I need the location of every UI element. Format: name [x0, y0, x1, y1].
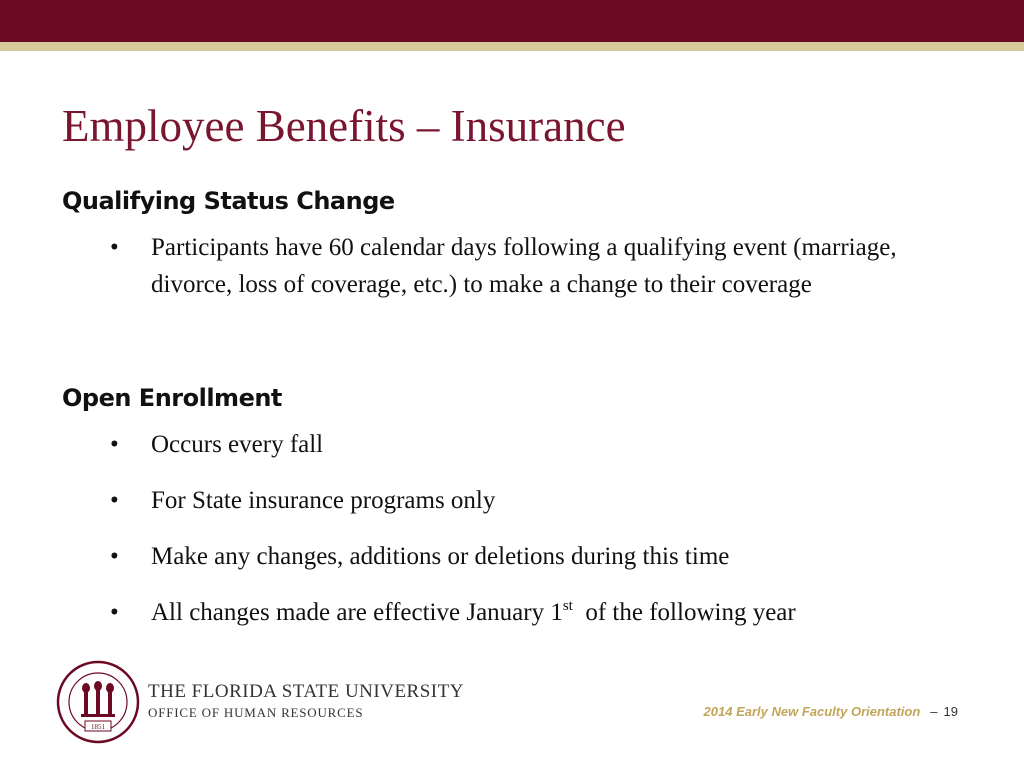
bullet-text: For State insurance programs only [151, 487, 496, 514]
header-bar [0, 0, 1024, 42]
section-heading-open-enrollment: Open Enrollment [62, 384, 282, 412]
bullet-text [151, 599, 796, 626]
bullet-icon: • [110, 234, 119, 261]
bullet-icon: • [110, 543, 119, 570]
qualifying-status-bullet-list [110, 229, 970, 303]
seal-year: 1851 [91, 723, 105, 731]
open-enrollment-bullet-list [110, 426, 970, 650]
footer-event-name: 2014 Early New Faculty Orientation [703, 704, 921, 719]
bullet-text: Make any changes, additions or deletions during this time [151, 543, 730, 570]
bullet-text: Occurs every fall [151, 431, 324, 458]
list-item [110, 482, 970, 519]
list-item [110, 538, 970, 575]
bullet-icon: • [110, 431, 119, 458]
fsu-seal-icon [56, 660, 140, 744]
ordinal-superscript: st [562, 598, 573, 614]
department-name: OFFICE OF HUMAN RESOURCES [148, 705, 364, 720]
bullet-text-after-superscript: of the following year [572, 599, 796, 626]
header-stripe [0, 42, 1024, 51]
list-item [110, 594, 970, 631]
footer-separator: – [930, 704, 938, 719]
footer-info [704, 704, 958, 720]
bullet-icon: • [110, 599, 119, 626]
bullet-icon: • [110, 487, 119, 514]
bullet-text-before-superscript: All changes made are effective January 1 [151, 599, 563, 626]
university-name: THE FLORIDA STATE UNIVERSITY [148, 681, 464, 702]
page-number: 19 [943, 704, 958, 719]
section-heading-qualifying-status-change: Qualifying Status Change [62, 187, 395, 215]
slide-title: Employee Benefits – Insurance [62, 101, 626, 151]
bullet-text: Participants have 60 calendar days following a qualifying event (marriage, divorce, loss of coverage, etc.) to make a change to their coverage [151, 234, 897, 298]
list-item [110, 426, 970, 463]
list-item [110, 229, 970, 303]
